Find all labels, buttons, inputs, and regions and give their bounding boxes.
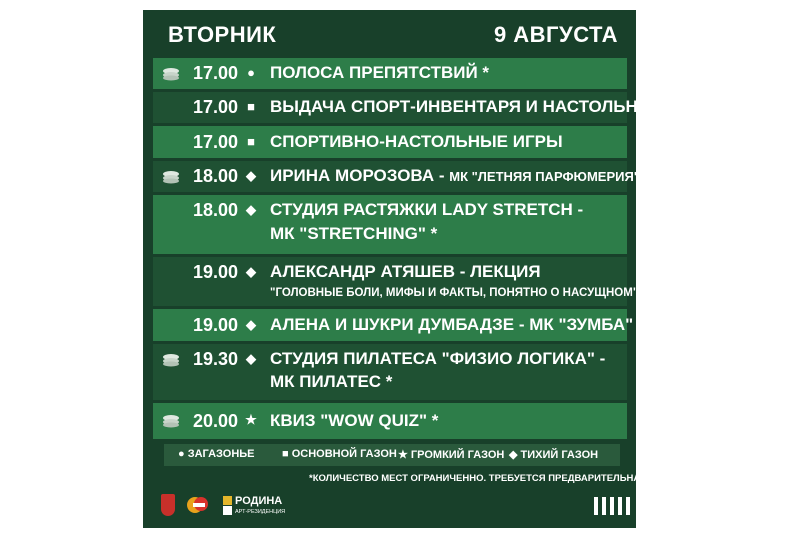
schedule-poster	[143, 10, 720, 528]
zone-marker: ◆	[246, 264, 256, 279]
event-title-small: МК "ЛЕТНЯЯ ПАРФЮМЕРИЯ" *	[449, 169, 649, 184]
event-row	[153, 126, 627, 158]
event-title: ПОЛОСА ПРЕПЯТСТВИЙ *	[270, 63, 490, 82]
zone-marker: ★	[245, 412, 257, 427]
legend-tikhiy: ◆ ТИХИЙ ГАЗОН	[509, 449, 599, 461]
event-title: СПОРТИВНО-НАСТОЛЬНЫЕ ИГРЫ	[270, 132, 563, 151]
camera-stack-icon	[160, 353, 182, 367]
zone-marker: ◆	[246, 202, 256, 217]
day-title: ВТОРНИК	[168, 22, 277, 47]
zone-marker: ■	[247, 134, 255, 149]
bars-logo-icon	[594, 497, 630, 515]
zone-marker: ◆	[246, 351, 256, 366]
event-title: КВИЗ "WOW QUIZ" *	[270, 411, 439, 430]
event-time: 18.00	[193, 200, 239, 220]
event-row	[153, 309, 634, 341]
event-time: 18.00	[193, 166, 239, 186]
event-title-line2: МК ПИЛАТЕС *	[270, 372, 393, 391]
zone-marker: ■	[247, 99, 255, 114]
event-title: АЛЕКСАНДР АТЯШЕВ - ЛЕКЦИЯ	[270, 262, 541, 281]
legend-zagazonye: ● ЗАГАЗОНЬЕ	[178, 448, 255, 460]
event-time: 17.00	[193, 132, 239, 152]
event-time: 20.00	[193, 411, 239, 431]
legend-gromkiy: ★ ГРОМКИЙ ГАЗОН	[398, 449, 505, 461]
zone-marker: ●	[247, 65, 255, 80]
event-title: АЛЕНА И ШУКРИ ДУМБАДЗЕ - МК "ЗУМБА"	[270, 315, 634, 334]
event-row	[153, 195, 627, 254]
camera-stack-icon	[160, 414, 182, 428]
event-row	[153, 92, 704, 123]
event-row	[153, 58, 627, 89]
event-time: 19.00	[193, 262, 239, 282]
event-title-main: ИРИНА МОРОЗОВА -	[270, 166, 450, 185]
event-title: СТУДИЯ ПИЛАТЕСА "ФИЗИО ЛОГИКА" -	[270, 349, 606, 368]
zone-marker: ◆	[246, 317, 256, 332]
event-row	[153, 344, 627, 400]
event-row	[153, 257, 639, 306]
zone-marker: ◆	[246, 168, 256, 183]
zone-legend	[164, 444, 620, 466]
camera-stack-icon	[160, 170, 182, 184]
event-title: ВЫДАЧА СПОРТ-ИНВЕНТАРЯ И НАСТОЛЬНЫХ ИГР	[270, 97, 704, 116]
event-title-line2: МК "STRETCHING" *	[270, 224, 438, 243]
rodina-logo-subtext: АРТ-РЕЗИДЕНЦИЯ	[235, 509, 286, 515]
event-time: 19.30	[193, 349, 239, 369]
event-title	[270, 164, 649, 189]
event-row	[153, 161, 649, 192]
event-time: 17.00	[193, 63, 239, 83]
event-title: СТУДИЯ РАСТЯЖКИ LADY STRETCH -	[270, 200, 584, 219]
coat-of-arms-icon	[161, 494, 175, 516]
event-row	[153, 403, 627, 439]
rodina-logo-text: РОДИНА	[235, 495, 283, 507]
event-time: 19.00	[193, 315, 239, 335]
camera-stack-icon	[160, 67, 182, 81]
partner-logo-icon	[187, 495, 209, 515]
event-subtitle: "ГОЛОВНЫЕ БОЛИ, МИФЫ И ФАКТЫ, ПОНЯТНО О НАСУЩНОМ"	[270, 287, 639, 299]
date-title: 9 АВГУСТА	[493, 22, 618, 47]
legend-osnovnoy: ■ ОСНОВНОЙ ГАЗОН	[282, 448, 397, 460]
registration-note: *КОЛИЧЕСТВО МЕСТ ОГРАНИЧЕННО. ТРЕБУЕТСЯ ПРЕДВАРИТЕЛЬНАЯ РЕГИСТРАЦИЯ	[309, 473, 720, 484]
event-time: 17.00	[193, 97, 239, 117]
